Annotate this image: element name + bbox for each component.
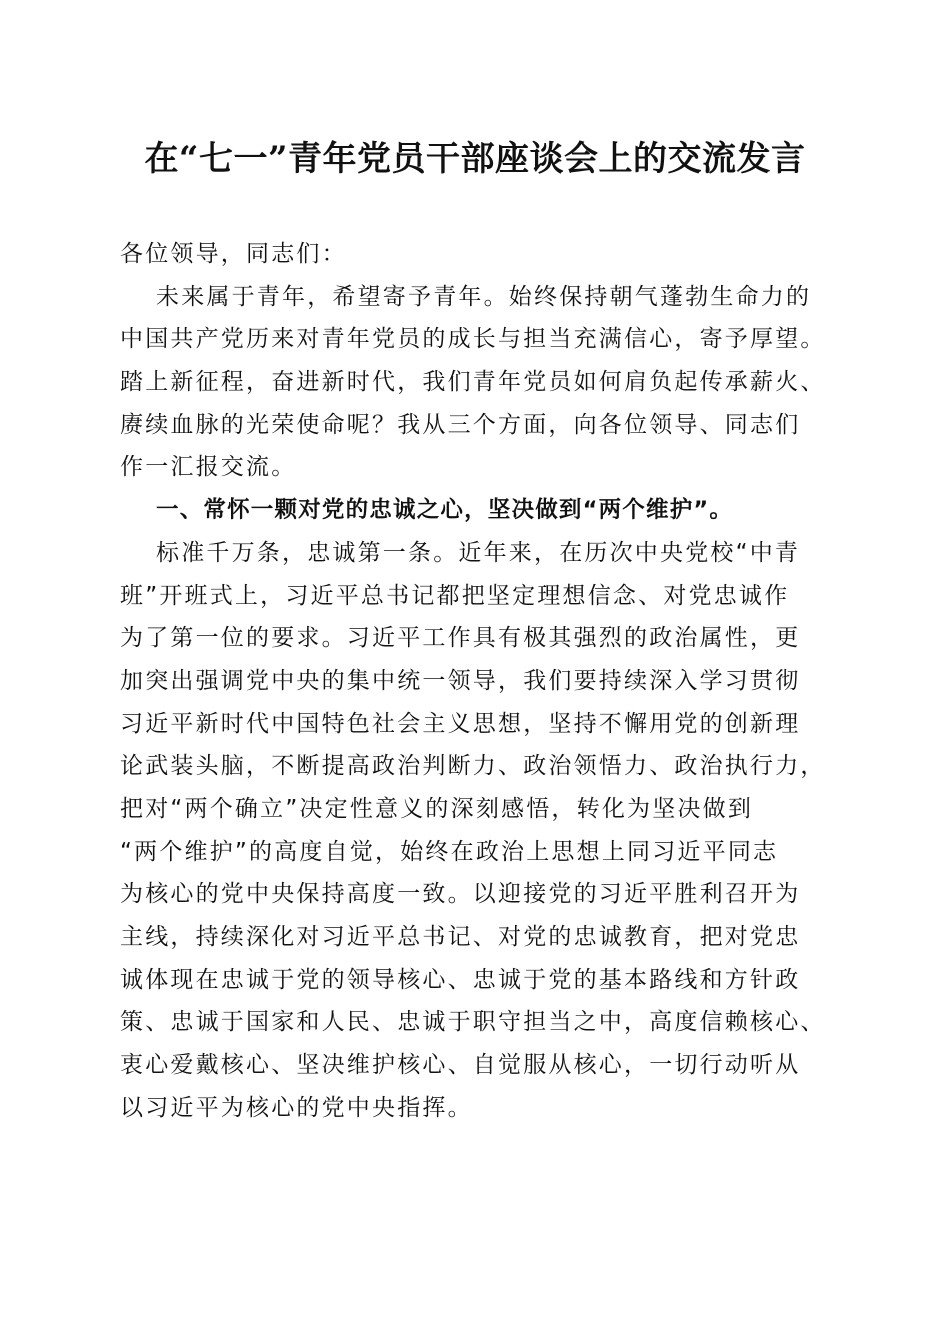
- document-title: 在“七一”青年党员干部座谈会上的交流发言: [144, 139, 806, 179]
- paragraph-line: 标准千万条，忠诚第一条。近年来，在历次中央党校“中青: [156, 539, 801, 566]
- paragraph-line: 踏上新征程，奋进新时代，我们青年党员如何肩负起传承薪火、: [120, 369, 826, 396]
- paragraph-line: 以习近平为核心的党中央指挥。: [120, 1094, 473, 1121]
- paragraph-line: 主线，持续深化对习近平总书记、对党的忠诚教育，把对党忠: [120, 924, 801, 950]
- paragraph-line: 加突出强调党中央的集中统一领导，我们要持续深入学习贯彻: [120, 667, 801, 694]
- paragraph-line: 中国共产党历来对青年党员的成长与担当充满信心，寄予厚望。: [120, 326, 826, 353]
- document-body: [120, 233, 844, 1129]
- paragraph-line: “两个维护”的高度自觉，始终在政治上思想上同习近平同志: [120, 838, 779, 865]
- paragraph-line: 把对“两个确立”决定性意义的深刻感悟，转化为坚决做到: [120, 795, 754, 822]
- section-heading: 一、常怀一颗对党的忠诚之心，坚决做到“两个维护”。: [156, 497, 734, 524]
- salutation: 各位领导，同志们：: [120, 241, 347, 267]
- paragraph-line: 班”开班式上，习近平总书记都把坚定理想信念、对党忠诚作: [120, 582, 790, 609]
- paragraph-line: 诚体现在忠诚于党的领导核心、忠诚于党的基本路线和方针政: [120, 966, 801, 993]
- paragraph-line: 论武装头脑，不断提高政治判断力、政治领悟力、政治执行力，: [120, 753, 826, 780]
- paragraph-line: 衷心爱戴核心、坚决维护核心、自觉服从核心，一切行动听从: [120, 1052, 801, 1079]
- paragraph-line: 赓续血脉的光荣使命呢？我从三个方面，向各位领导、同志们: [120, 411, 801, 438]
- paragraph-line: 习近平新时代中国特色社会主义思想，坚持不懈用党的创新理: [120, 710, 801, 737]
- paragraph-line: 策、忠诚于国家和人民、忠诚于职守担当之中，高度信赖核心、: [120, 1009, 826, 1036]
- paragraph-line: 未来属于青年，希望寄予青年。始终保持朝气蓬勃生命力的: [156, 283, 812, 310]
- paragraph-line: 为核心的党中央保持高度一致。以迎接党的习近平胜利召开为: [120, 881, 801, 908]
- paragraph-line: 为了第一位的要求。习近平工作具有极其强烈的政治属性，更: [120, 625, 801, 652]
- paragraph-line: 作一汇报交流。: [120, 454, 297, 481]
